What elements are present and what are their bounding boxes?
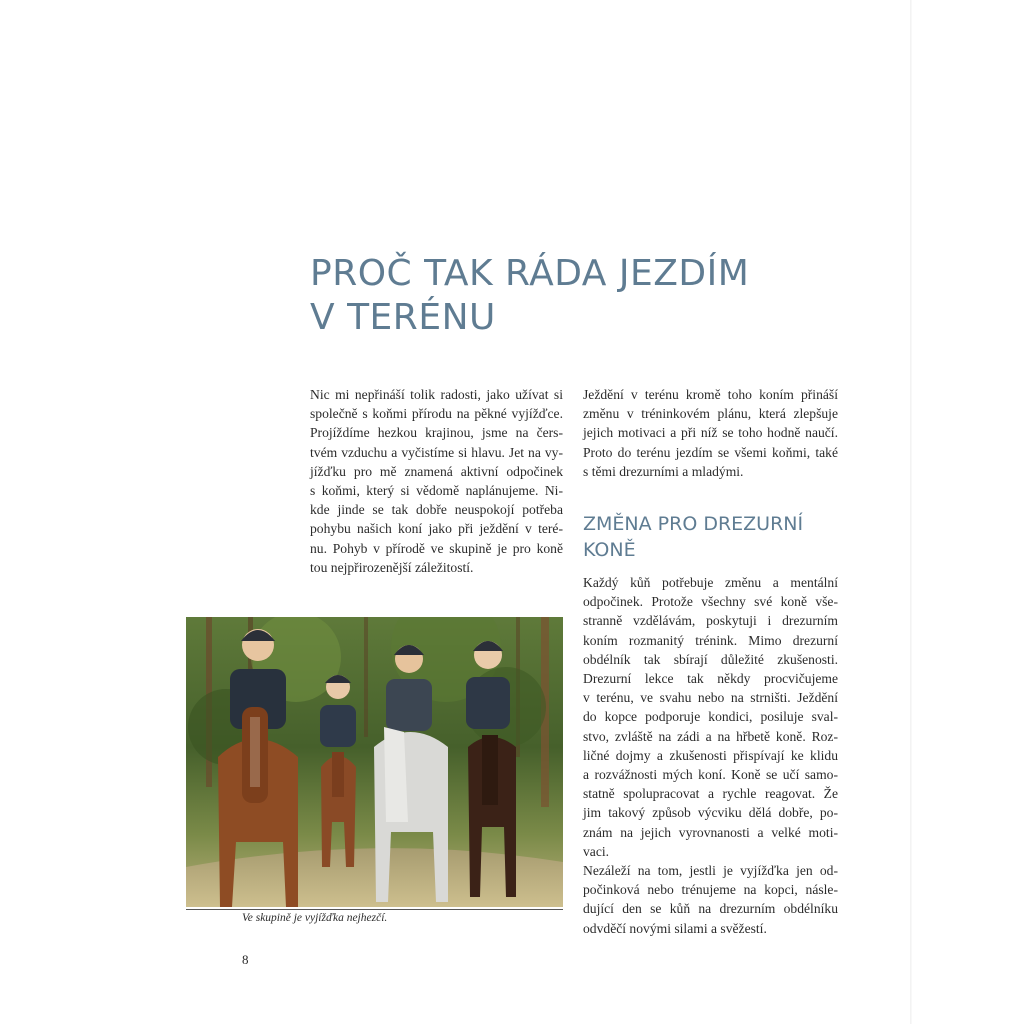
text-line: jížďku pro mě znamená aktivní odpočinek bbox=[310, 463, 563, 479]
text-line: společně s koňmi přírodu na pěkné vyjížďce. bbox=[310, 406, 563, 422]
text-line: vaci. bbox=[583, 843, 610, 859]
photo-caption: Ve skupině je vyjížďka nejhezčí. bbox=[242, 912, 388, 924]
subheading-line: ZMĚNA PRO DREZURNÍ bbox=[583, 513, 804, 535]
text-line: Drezurní lekce tak někdy procvičujeme bbox=[583, 671, 838, 687]
text-line: Projíždíme hezkou krajinou, jsme na čers- bbox=[310, 425, 563, 441]
page-title-line: V TERÉNU bbox=[310, 297, 496, 338]
text-line: počinková nebo trénujeme na kopci, násle- bbox=[583, 882, 838, 898]
text-line: odvděčí novými silami a svěžestí. bbox=[583, 920, 767, 936]
text-line: s koňmi, který si vědomě naplánujeme. Ni- bbox=[310, 483, 563, 499]
text-line: Proto do terénu jezdím se všemi koňmi, také bbox=[583, 444, 838, 460]
right-column-intro bbox=[583, 385, 838, 481]
text-line: stranně vzdělávám, poskytuji i drezurním bbox=[583, 613, 838, 629]
text-line: tvém vzduchu a vyčistíme si hlavu. Jet na vy- bbox=[310, 444, 563, 460]
riders-photo bbox=[186, 617, 563, 907]
text-line: změnu v tréninkovém plánu, která zlepšuje bbox=[583, 406, 838, 422]
text-line: nu. Pohyb v přírodě ve skupině je pro koně bbox=[310, 540, 563, 556]
text-line: kde jinde se tak dobře neuspokojí potřeba bbox=[310, 502, 563, 518]
page-title-line: PROČ TAK RÁDA JEZDÍM bbox=[310, 253, 750, 294]
text-line: Ježdění v terénu kromě toho koním přináší bbox=[583, 387, 838, 402]
text-line: Nic mi nepřináší tolik radosti, jako užívat si bbox=[310, 387, 563, 402]
text-line: Každý kůň potřebuje změnu a mentální bbox=[583, 575, 838, 590]
text-line: a rozvážnosti mých koní. Koně se učí samo- bbox=[583, 767, 838, 783]
text-line: Nezáleží na tom, jestli je vyjížďka jen od- bbox=[583, 863, 838, 879]
text-line: do kopce podporuje kondici, posiluje sval- bbox=[583, 709, 838, 725]
text-line: odpočinek. Protože všechny své koně vše- bbox=[583, 594, 838, 610]
page-title bbox=[310, 252, 870, 340]
text-line: tou nejpřirozenější záležitostí. bbox=[310, 559, 474, 575]
text-line: stvo, zvláště na zádi a na hřbetě koně. Roz- bbox=[583, 728, 838, 744]
text-line: dující den se kůň na drezurním obdélníku bbox=[583, 901, 838, 917]
page-edge bbox=[910, 0, 912, 1024]
left-column-text bbox=[310, 385, 563, 577]
text-line: koním rozmanitý trénink. Mimo drezurní bbox=[583, 632, 838, 648]
text-line: jejich motivaci a při níž se toho hodně naučí. bbox=[583, 425, 838, 441]
text-line: obdélník tak sbírají důležité zkušenosti. bbox=[583, 651, 838, 667]
text-line: jim takový způsob výcviku dělá dobře, po- bbox=[583, 805, 838, 821]
section-subheading bbox=[583, 511, 853, 563]
text-line: pohybu našich koní jako při ježdění v teré- bbox=[310, 521, 563, 537]
text-line: ličné dojmy a zkušenosti přispívají ke klidu bbox=[583, 747, 838, 763]
text-line: s těmi drezurními a mladými. bbox=[583, 463, 744, 479]
subheading-line: KONĚ bbox=[583, 539, 636, 561]
text-line: znám na jejich vyrovnanosti a velké moti- bbox=[583, 824, 838, 840]
caption-divider bbox=[186, 909, 563, 910]
text-line: statně spolupracovat a rychle reagovat. Že bbox=[583, 786, 838, 802]
page-number: 8 bbox=[242, 952, 249, 967]
right-column-section-text bbox=[583, 573, 838, 938]
text-line: v terénu, ve svahu nebo na strništi. Ježdění bbox=[583, 690, 838, 706]
